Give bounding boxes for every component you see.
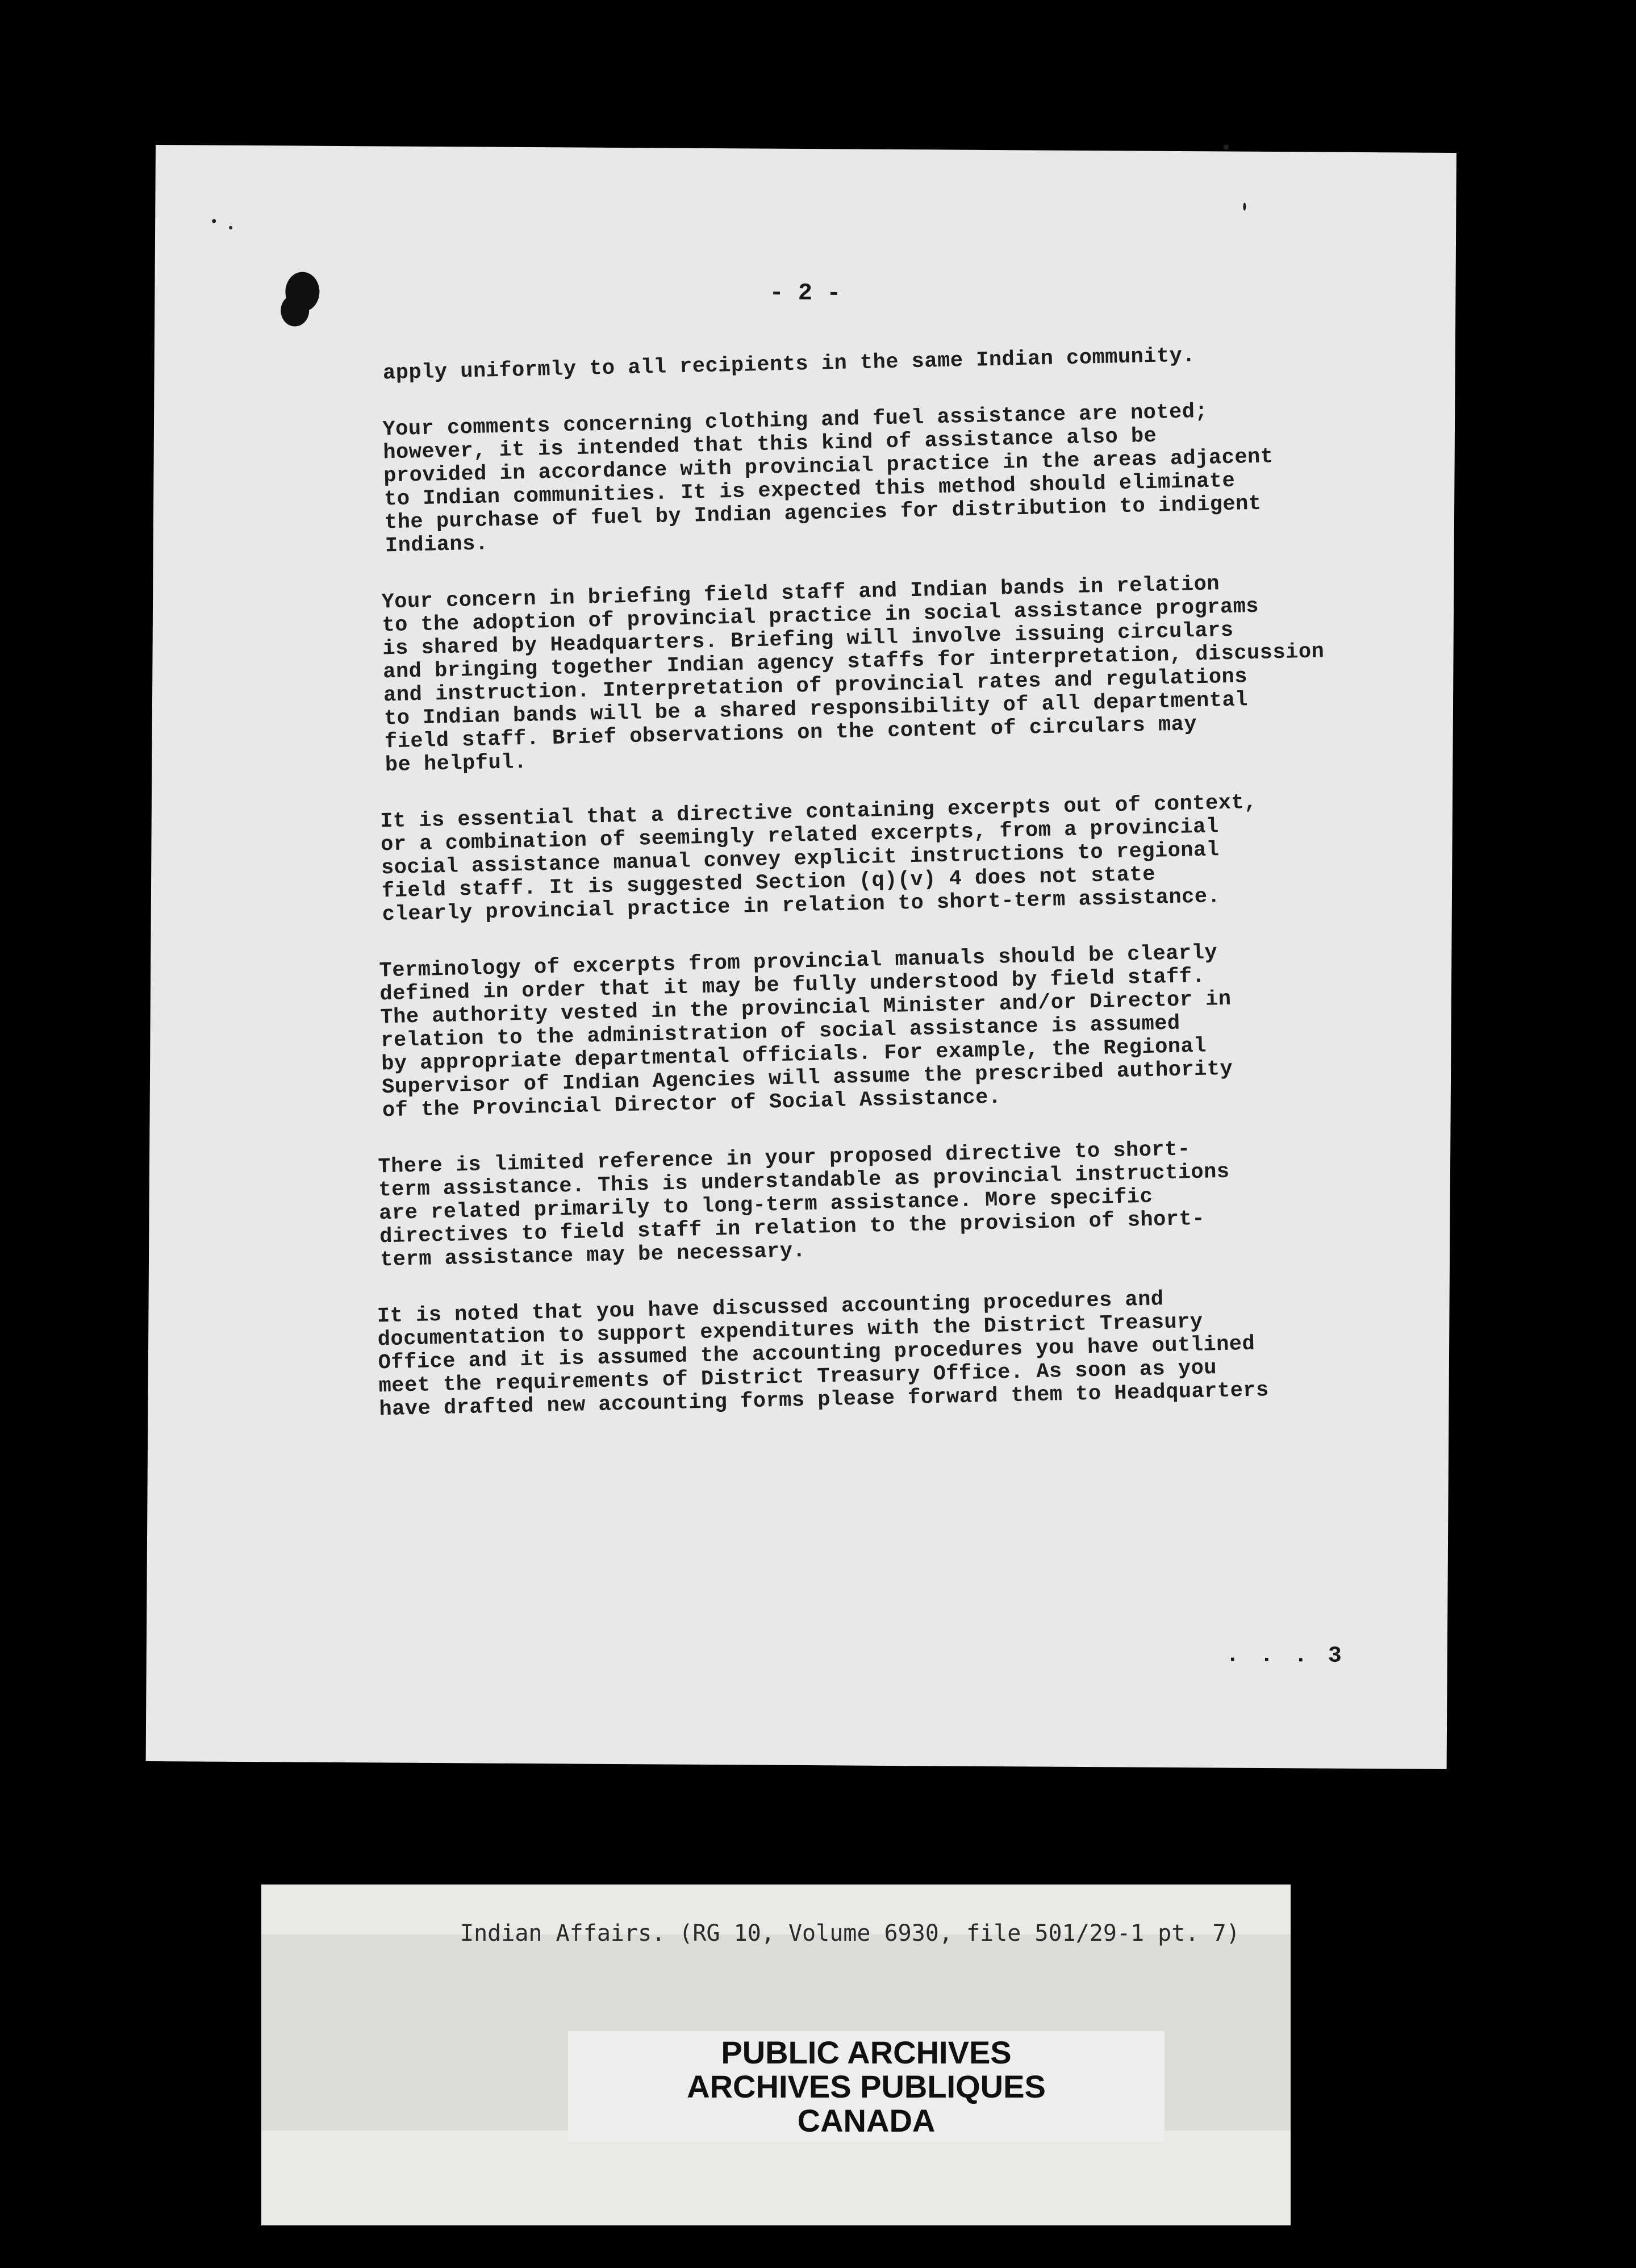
paragraph: Your comments concerning clothing and fuel assistance are noted; however, it is intended that this kind of assistance also be provided in accordance with provincial practice in the areas adjacent to Indian communities. It is expected this method should eliminate the purchase of fuel by Indian agencies for distribution to indigent Indians. bbox=[382, 399, 1274, 558]
ink-speck bbox=[229, 226, 232, 230]
stamp-line: ARCHIVES PUBLIQUES bbox=[687, 2069, 1046, 2104]
paragraph: Your concern in briefing field staff and Indian bands in relation to the adoption of provincial practice in social assistance programs is shared by Headquarters. Briefing will involve issuing circulars and bringing together Indian agency staffs for interpretation, discussion and instruction. Interpretation of provincial rates and regulations to Indian bands will be a shared responsibility of all departmental field staff. Brief observations on the content of circulars may be helpful. bbox=[381, 572, 1325, 778]
document-page bbox=[146, 145, 1456, 1769]
stamp-line: CANADA bbox=[797, 2103, 936, 2138]
ink-speck bbox=[1224, 144, 1229, 149]
paragraph: It is noted that you have discussed accounting procedures and documentation to support expenditures with the District Treasury Office and it is assumed the accounting procedures you have outlined meet the requirements of District Treasury Office. As soon as you have drafted new accounting forms please forward them to Headquarters bbox=[377, 1287, 1270, 1422]
paragraph: There is limited reference in your proposed directive to short- term assistance. This is understandable as provincial instructions are related primarily to long-term assistance. More specific directives to field staff in relation to the provision of short- term assistance may be necessary. bbox=[378, 1137, 1230, 1273]
paragraph: apply uniformly to all recipients in the same Indian community. bbox=[382, 344, 1196, 386]
archive-reference: Indian Affairs. (RG 10, Volume 6930, file 501/29-1 pt. 7) bbox=[460, 1920, 1240, 1946]
paragraph: It is essential that a directive containing excerpts out of context, or a combination of seemingly related excerpts, from a provincial social assistance manual convey explicit instructions to regional field staff. It is suggested Section (q)(v) 4 does not state clearly provincial practice in relation to short-term assistance. bbox=[379, 790, 1258, 927]
stamp-line: PUBLIC ARCHIVES bbox=[721, 2034, 1012, 2070]
ink-speck bbox=[212, 219, 216, 223]
page-number: - 2 - bbox=[769, 279, 841, 307]
archive-stamp bbox=[568, 2031, 1165, 2142]
paragraph: Terminology of excerpts from provincial manuals should be clearly defined in order that it may be fully understood by field staff. The authority vested in the provincial Minister and/or Director in relation to the administration of social assistance is assumed by appropriate departmental officials. For example, the Regional Supervisor of Indian Agencies will assume the prescribed authority of the Provincial Director of Social Assistance. bbox=[379, 941, 1233, 1123]
ink-speck bbox=[1243, 203, 1246, 211]
letter-body bbox=[376, 344, 1428, 1461]
continuation-marker: . . . 3 bbox=[1225, 1642, 1345, 1669]
